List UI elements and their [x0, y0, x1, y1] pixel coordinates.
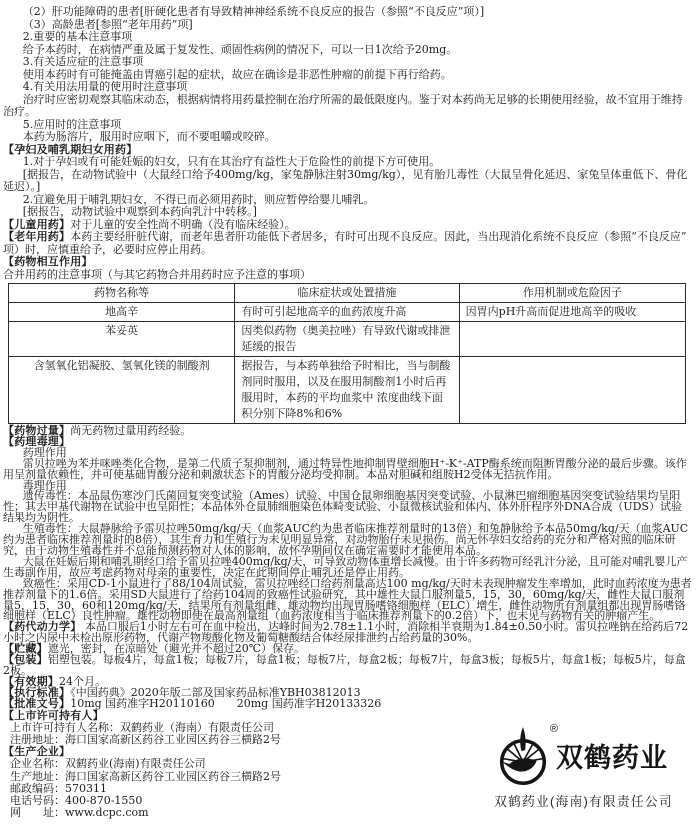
section-geriatric: [3, 231, 692, 256]
paragraph-text: 1.对于孕妇或有可能妊娠的妇女，只有在其治疗有益性大于危险性的前提下方可使用。: [22, 155, 441, 168]
logo-brand-text: 双鹤药业: [556, 743, 668, 774]
paragraph-text: 网 址：www.dcpc.com: [10, 806, 149, 820]
paragraph-text: 企业名称：双鹤药业(海南)有限责任公司: [10, 757, 206, 771]
pharmacology-section: [3, 426, 692, 710]
logo-row: [494, 722, 686, 786]
section-label: 【上市许可持有人】: [3, 708, 104, 722]
cell-clinical: 因类似药物（奥美拉唑）有导致代谢或排泄延缓的报告: [235, 322, 459, 357]
paragraph: [3, 94, 692, 119]
paragraph-carcinogenicity: [3, 576, 692, 623]
table-row: [9, 322, 686, 357]
paragraph-text: 3.有关适应症的注意事项: [22, 55, 144, 68]
section-label: 【批准文号】: [3, 696, 71, 710]
crane-circle-logo-icon: [494, 722, 558, 786]
paragraph-text: 致癌性：采用CD-1小鼠进行了88/104周试验，雷贝拉唑经口给药剂量高达100 mg/kg/天时未表现肿瘤发生率增加，此时血药浓度为患者推荐剂量下的1.6倍。采用SD大鼠进行了给药104周的致癌性试验研究，其中雄性大鼠口服剂量5，15，30，60mg/kg/天，雌性大鼠口服剂量5，15，30，60和120mg/kg/天，结果所有剂量组雌、雄动物均出现胃肠嗜铬细胞样（ELC）增生，雌性动物所有剂量组都出现胃肠嗜铬细胞样（ELC）良性肿瘤。雄性动物即使在最高剂量组（血药浓度相当于临床推荐剂量下的0.2倍）下，也未见与药物有关的肿瘤产生。: [3, 576, 692, 623]
section-label: 【有效期】: [3, 674, 59, 688]
paragraph-text: 2.宜避免用于哺乳期妇女，不得已而必须用药时，则应暂停给婴儿哺乳。: [22, 192, 375, 206]
section-overdose: [3, 426, 692, 437]
registered-trademark-icon: ®: [549, 722, 558, 735]
col-header-clinical-measures: 临床症状或处置措施: [235, 284, 459, 303]
table-row: [9, 303, 686, 322]
paragraph-text: 生殖毒性：大鼠静脉给予雷贝拉唑50mg/kg/天（血浆AUC约为患者临床推荐剂量时的13倍）和兔静脉给予本品50mg/kg/天（血浆AUC约为患者临床推荐剂量时的8倍），其生育力和生殖行为未见明显异常，对动物胎仔未见损伤。尚无怀孕妇女给药的充分和严格对照的临床研究，由于动物生殖毒性并不总能预测药物对人体的影响，故怀孕期间仅在确定需要时才能使用本品。: [3, 522, 689, 557]
paragraph-text: 毒理作用: [22, 478, 67, 492]
paragraph-text: 给予本药时，在病情严重及属于复发性、顽固性病例的情况下，可以一日1次给予20mg。: [22, 42, 458, 56]
paragraph-text: 铝塑包装。每板4片，每盒1板；每板7片，每盒1板；每板7片，每盒2板；每板7片，每盒3板；每板5片，每盒1板；每板5片，每盒2板。: [3, 653, 686, 677]
paragraph-text: 对于儿童的安全性尚不明确（没有临床经验）。: [70, 217, 296, 231]
paragraph-text: 生产地址：海口国家高新区药谷工业园区药谷三横路2号: [10, 769, 281, 783]
paragraph-text: 雷贝拉唑为苯并咪唑类化合物，是第二代质子泵抑制剂，通过特异性地抑制胃壁细胞H⁺-K⁺-ATP酶系统而阻断胃酸分泌的最后步骤。该作用呈剂量依赖性，并可使基础胃酸分泌和刺激状态下的胃酸分泌均受抑制。本品对胆碱和组胺H2受体无拮抗作用。: [3, 456, 687, 481]
paragraph-text: 本药为肠溶片，服用时应咽下，而不要咀嚼或咬碎。: [22, 130, 276, 143]
col-header-drug-name: 药物名称等: [9, 284, 235, 303]
paragraph-text: 5.应用时的注意事项: [22, 117, 122, 131]
section-label: 【包装】: [3, 653, 48, 667]
paragraph-text: [据报告，动物试验中观察到本药向乳汁中转移。]: [22, 205, 257, 218]
cell-drug-name: 含氢氧化铝凝胶、氢氧化镁的制酸剂: [9, 357, 235, 424]
paragraph-text: 治疗时应密切观察其临床动态，根据病情将用药量控制在治疗所需的最低限度内。鉴于对本药尚无足够的长期使用经验，故不宜用于维持治疗。: [3, 92, 683, 118]
section-label: 【贮藏】: [3, 642, 48, 656]
paragraph-text: 遗传毒性：本品鼠伤寒沙门氏菌回复突变试验（Ames）试验、中国仓鼠卵细胞基因突变试验、小鼠淋巴瘤细胞基因突变试验结果均呈阳性；其去甲基代谢物在试验中也呈阳性；本品体外仓鼠肺细胞染色体畸变试验、小鼠微核试验和体内、体外肝程序外DNA合成（UDS）试验结果均为阴性。: [3, 489, 683, 525]
paragraph-text: 本药主要经肝脏代谢，而老年患者肝功能低下者居多，有时可出现不良反应。因此，当出现消化系统不良反应（参照“不良反应”项）时，应慎重给予，必要时应停止用药。: [3, 230, 687, 256]
company-logo: [494, 722, 686, 810]
section-approval-number: [3, 696, 692, 710]
paragraph-text: 邮政编码：570311: [10, 781, 107, 795]
section-label: 【孕妇及哺乳期妇女用药】: [3, 142, 138, 156]
precautions-section: [3, 6, 692, 281]
section-label: 【老年用药】: [3, 230, 71, 243]
paragraph-text: 合并用药的注意事项（与其它药物合并用药时应予注意的事项）: [3, 267, 311, 281]
paragraph-text: 10mg 国药准字H20110160 20mg 国药准字H20133326: [70, 696, 382, 710]
paragraph-text: 尚无药物过量用药经验。: [70, 424, 192, 437]
section-label: 【药物相互作用】: [3, 255, 93, 268]
cell-mechanism: [459, 322, 685, 357]
cell-clinical: 有时可引起地高辛的血药浓度升高: [235, 303, 459, 322]
section-heading-pharm-tox: [3, 434, 692, 448]
section-packaging: [3, 655, 692, 677]
paragraph: [3, 554, 692, 579]
paragraph-text: [据报告，在动物试验中（大鼠经口给予400mg/kg，家兔静脉注射30mg/kg），见有胎儿毒性（大鼠呈骨化延迟、家兔呈体重低下、骨化延迟）。]: [3, 167, 688, 193]
section-label: 【生产企业】: [3, 745, 71, 759]
paragraph-text: 4.有关用法用量的使用时注意事项: [22, 80, 188, 93]
paragraph-text: 2.重要的基本注意事项: [22, 30, 133, 43]
paragraph-text: 使用本药时有可能掩盖由胃癌引起的症状，故应在确诊是非恶性肿瘤的前提下再行给药。: [22, 67, 452, 81]
paragraph-text: 注册地址：海口国家高新区药谷工业园区药谷三横路2号: [10, 732, 281, 746]
paragraph-text: 药理作用: [22, 445, 67, 459]
paragraph-text: （3）高龄患者[参照“老年用药”项]: [22, 17, 193, 31]
paragraph-text: 《中国药典》2020年版二部及国家药品标准YBH03812013: [70, 685, 361, 699]
manufacturer-section: [3, 710, 692, 828]
paragraph-text: 本品口服后1小时左右可在血中检出，达峰时间为2.78±1.1小时，消除相半衰期为1.84±0.50小时。雷贝拉唑钠在给药后72小时之内尿中未检出原形药物，代谢产物羧酸化物及葡萄糖酸结合体经尿排泄约占给药量的30%。: [3, 620, 689, 645]
section-label: 【药理毒理】: [3, 434, 71, 448]
cell-drug-name: 地高辛: [9, 303, 235, 322]
paragraph-text: 电话号码：400-870-1550: [10, 793, 143, 807]
logo-company-name: 双鹤药业(海南)有限责任公司: [494, 793, 673, 809]
cell-drug-name: 苯妥英: [9, 322, 235, 357]
table-caption: [3, 269, 692, 282]
section-pharmacokinetics: [3, 622, 692, 644]
paragraph-reproductive-toxicity: [3, 524, 692, 557]
paragraph: [3, 169, 692, 194]
cell-mechanism: [459, 357, 685, 424]
cell-mechanism: 因胃内pH升高而促进地高辛的吸收: [459, 303, 685, 322]
section-label: 【执行标准】: [3, 685, 71, 699]
paragraph: [3, 456, 692, 481]
cell-clinical: 据报告，与本药单独给予时相比，当与制酸剂同时服用，以及在服用制酸剂1小时后再服用时，本药的平均血浆中 浓度曲线下面积分别下降8%和6%: [235, 357, 459, 424]
paragraph-text: 上市许可持有人名称：双鹤药业（海南）有限责任公司: [10, 720, 274, 734]
paragraph-text: 大鼠在妊娠后期和哺乳期经口给予雷贝拉唑400mg/kg/天，可导致动物体重增长减慢。由于许多药物可经乳汁分泌，且可能对哺乳婴儿产生毒副作用，故应考虑药物对母亲的重要性，决定在此期间停止哺乳还是停止用药。: [3, 554, 688, 579]
table-header-row: [9, 284, 686, 303]
paragraph-text: 遮光，密封，在凉暗处（避光并不超过20℃）保存。: [47, 642, 306, 656]
table-row: [9, 357, 686, 424]
paragraph-text: （2）肝功能障碍的患者[肝硬化患者有导致精神神经系统不良反应的报告（参照“不良反应”项）]: [22, 5, 485, 18]
drug-interaction-table: [8, 283, 686, 424]
col-header-mechanism-risk: 作用机制或危险因子: [459, 284, 685, 303]
section-label: 【药代动力学】: [3, 620, 82, 634]
section-label: 【儿童用药】: [3, 217, 71, 231]
paragraph-text: 24个月。: [59, 674, 106, 688]
section-label: 【药物过量】: [3, 424, 71, 437]
paragraph-genotoxicity: [3, 491, 692, 524]
